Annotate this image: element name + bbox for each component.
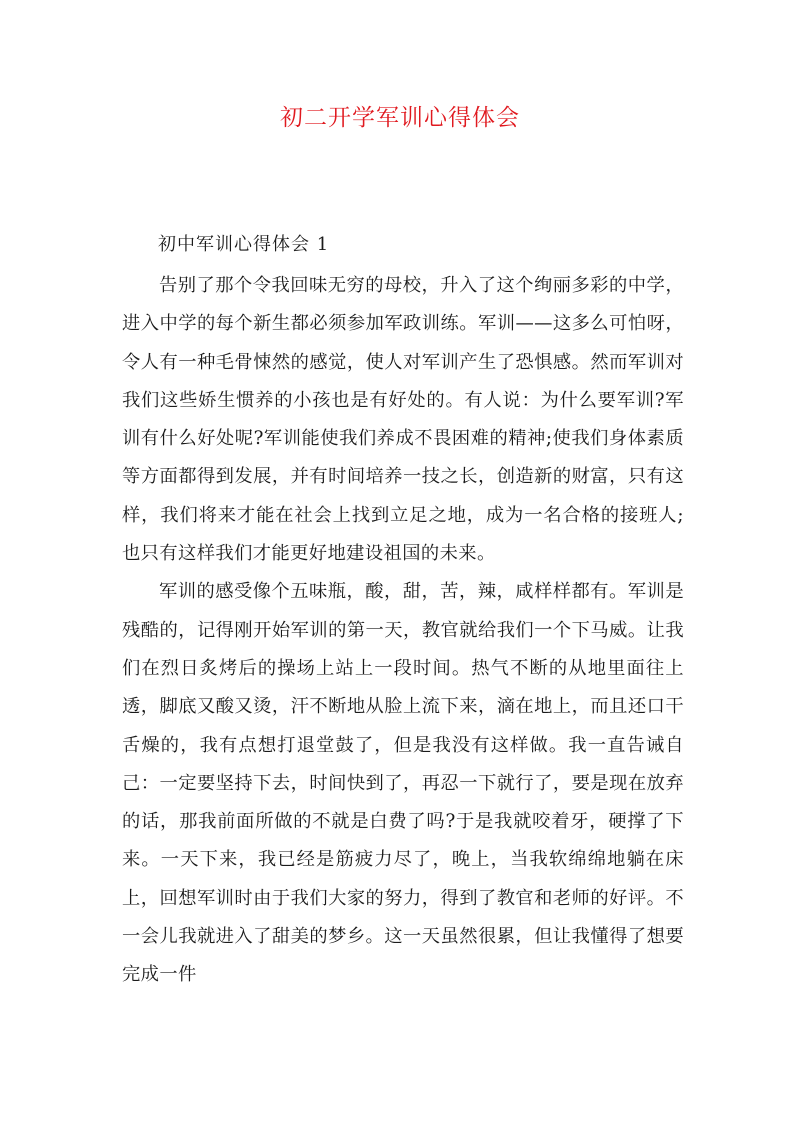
section-heading: 初中军训心得体会 1 xyxy=(158,234,330,255)
document-title: 初二开学军训心得体会 xyxy=(280,105,520,131)
body-paragraph: 告别了那个令我回味无穷的母校，升入了这个绚丽多彩的中学，进入中学的每个新生都必须参加军政训练。军训——这多么可怕呀，令人有一种毛骨悚然的感觉，使人对军训产生了恐惧感。然而军训对我们这些娇生惯养的小孩也是有好处的。有人说：为什么要军训?军训有什么好处呢?军训能使我们养成不畏困难的精神;使我们身体素质等方面都得到发展，并有时间培养一技之长，创造新的财富，只有这样，我们将来才能在社会上找到立足之地，成为一名合格的接班人;也只有这样我们才能更好地建设祖国的未来。 xyxy=(122,275,684,565)
body-paragraph: 军训的感受像个五味瓶，酸，甜，苦，辣，咸样样都有。军训是残酷的，记得刚开始军训的第一天，教官就给我们一个下马威。让我们在烈日炙烤后的操场上站上一段时间。热气不断的从地里面往上透，脚底又酸又烫，汗不断地从脸上流下来，滴在地上，而且还口干舌燥的，我有点想打退堂鼓了，但是我没有这样做。我一直告诫自己：一定要坚持下去，时间快到了，再忍一下就行了，要是现在放弃的话，那我前面所做的不就是白费了吗?于是我就咬着牙，硬撑了下来。一天下来，我已经是筋疲力尽了，晚上，当我软绵绵地躺在床上，回想军训时由于我们大家的努力，得到了教官和老师的好评。不一会儿我就进入了甜美的梦乡。这一天虽然很累，但让我懂得了想要完成一件 xyxy=(122,581,684,986)
document-body xyxy=(122,267,684,995)
